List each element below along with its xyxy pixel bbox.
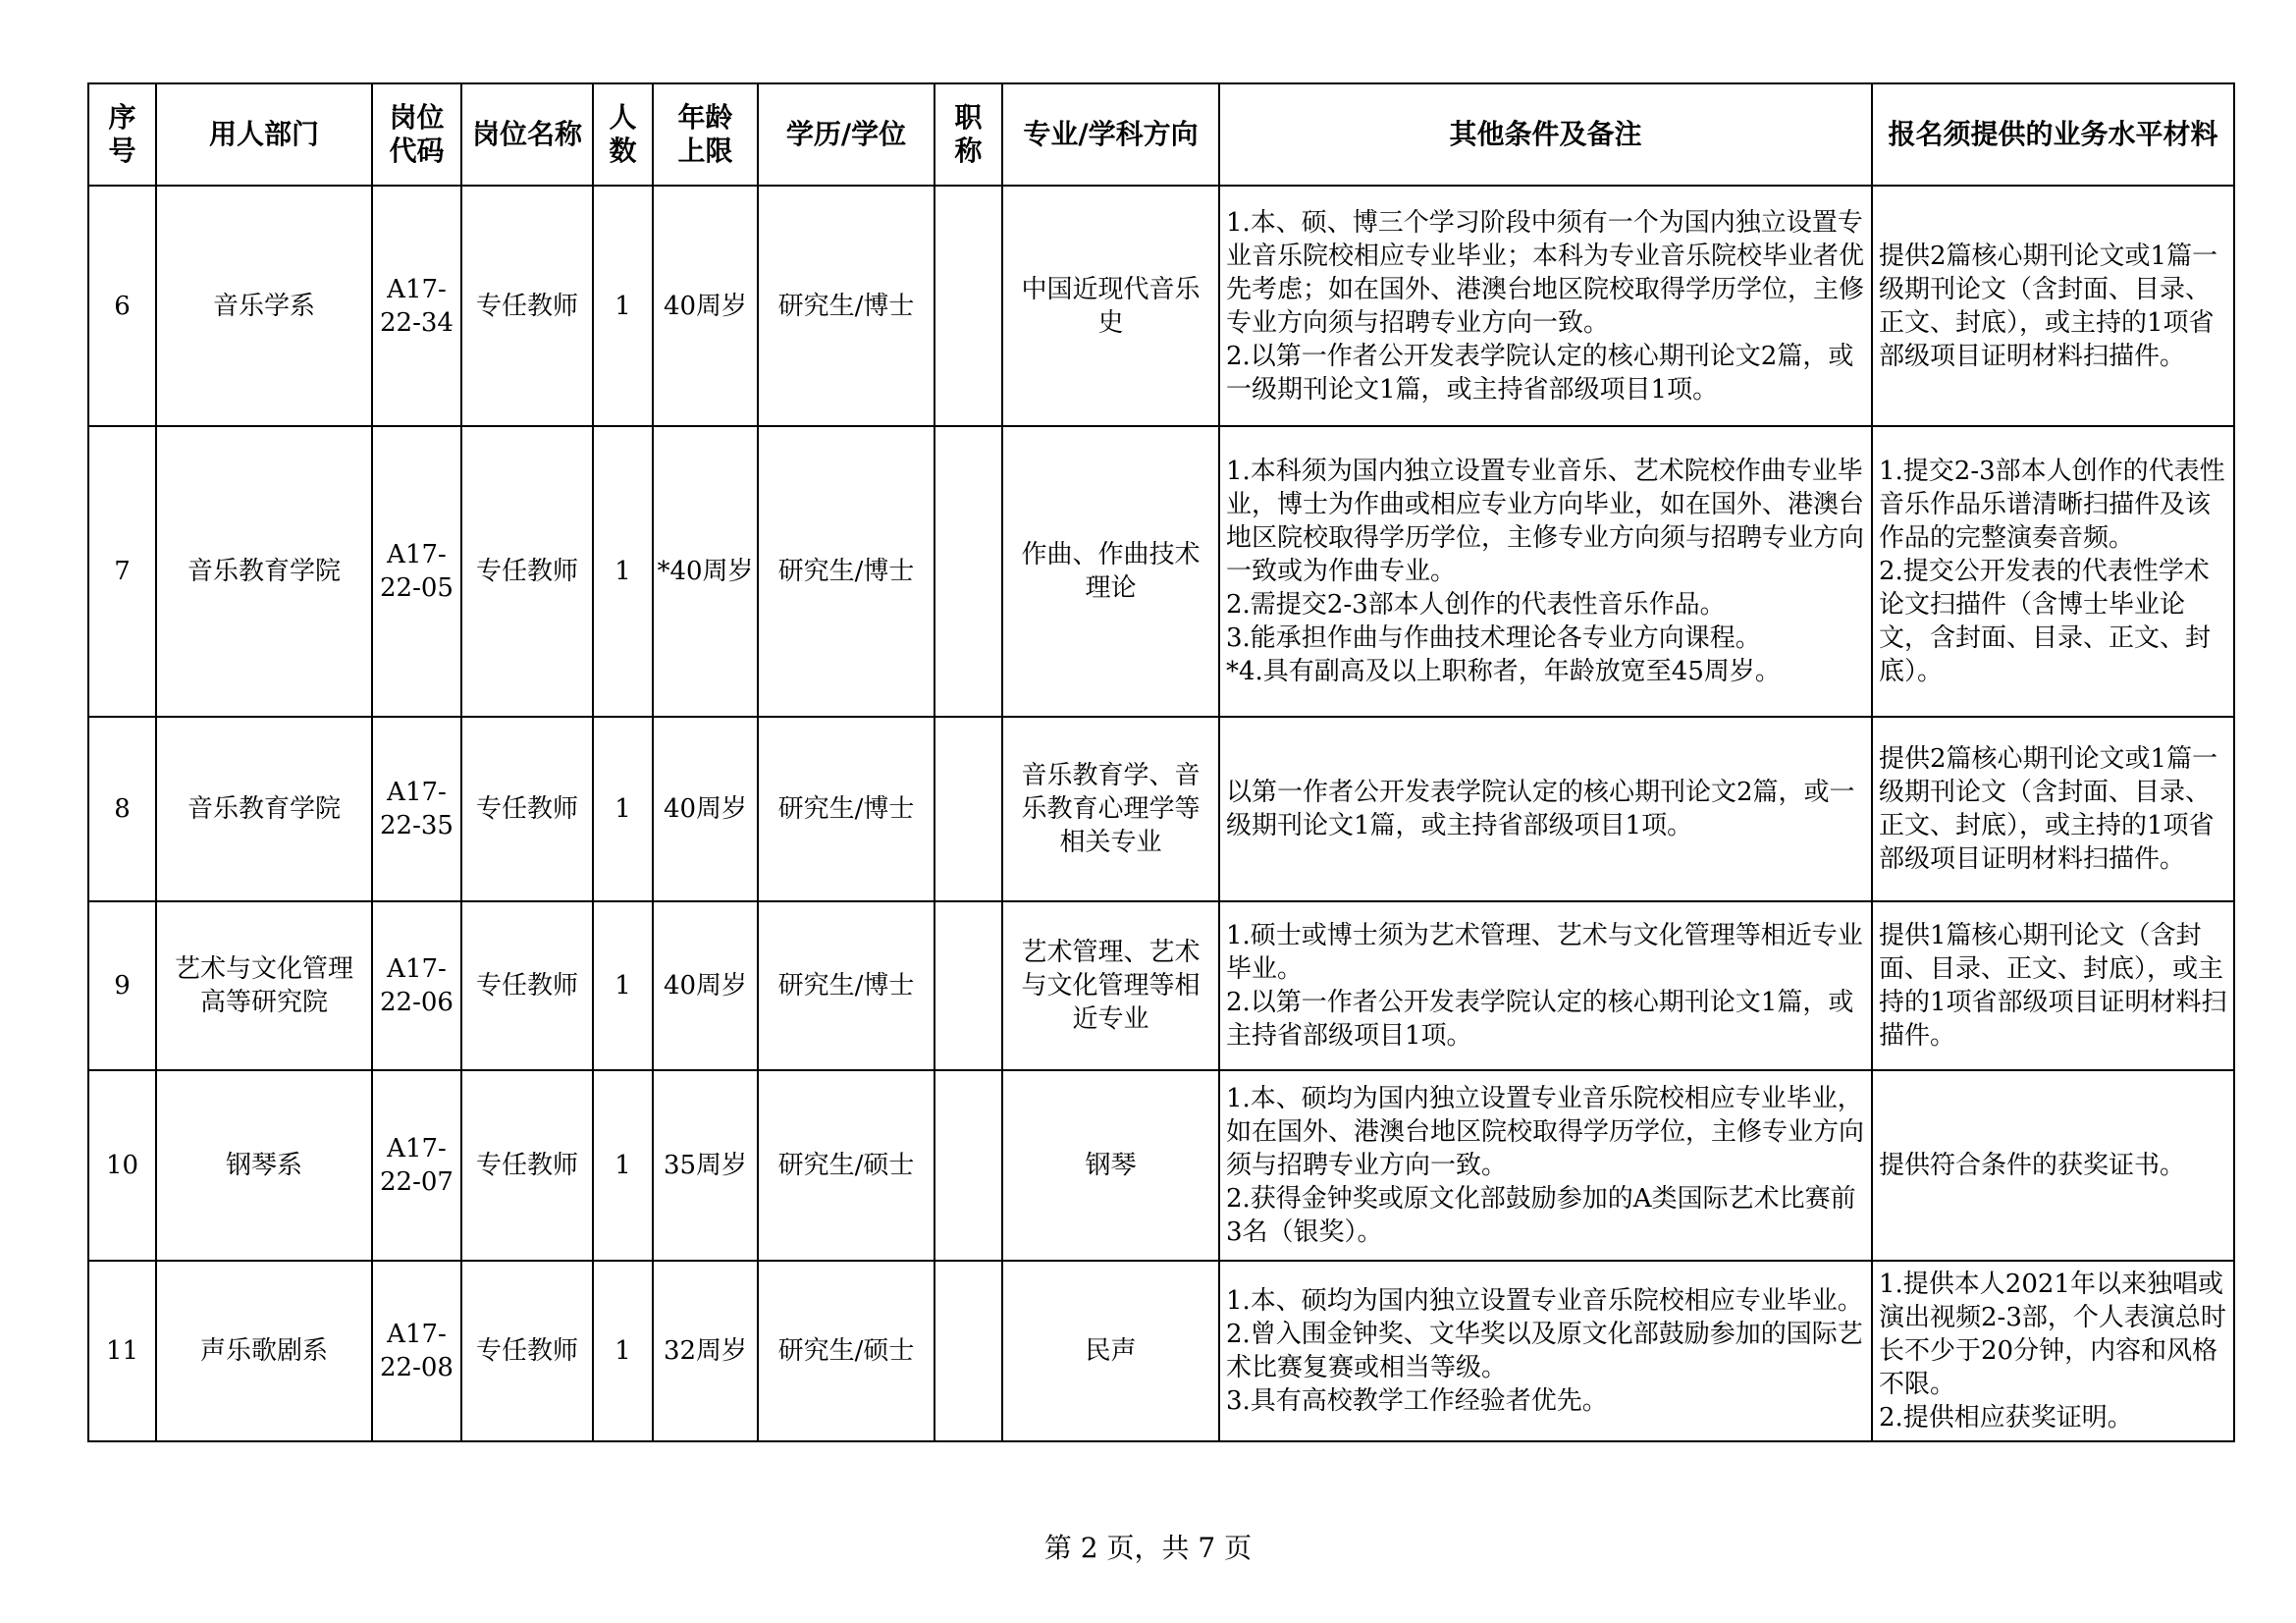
cell-age: 32周岁: [653, 1261, 758, 1441]
cell-remarks: 1.本、硕均为国内独立设置专业音乐院校相应专业毕业。 2.曾入围金钟奖、文华奖以及原文化部鼓励参加的国际艺术比赛复赛或相当等级。 3.具有高校教学工作经验者优先。: [1219, 1261, 1872, 1441]
header-title: 职称: [934, 83, 1002, 186]
cell-major: 钢琴: [1002, 1070, 1219, 1261]
table-header-row: [88, 83, 2234, 186]
cell-major: 音乐教育学、音乐教育心理学等相关专业: [1002, 717, 1219, 901]
cell-age: 40周岁: [653, 186, 758, 426]
header-count: 人数: [593, 83, 653, 186]
cell-title: [934, 717, 1002, 901]
cell-materials: 提供2篇核心期刊论文或1篇一级期刊论文（含封面、目录、正文、封底），或主持的1项省部级项目证明材料扫描件。: [1872, 717, 2234, 901]
cell-title: [934, 1261, 1002, 1441]
cell-post: 专任教师: [461, 901, 593, 1070]
header-major: 专业/学科方向: [1002, 83, 1219, 186]
cell-title: [934, 901, 1002, 1070]
cell-post: 专任教师: [461, 426, 593, 717]
table-row: [88, 1261, 2234, 1441]
cell-dept: 艺术与文化管理高等研究院: [156, 901, 372, 1070]
cell-code: A17- 22-05: [372, 426, 461, 717]
header-post: 岗位名称: [461, 83, 593, 186]
cell-seq: 7: [88, 426, 156, 717]
cell-post: 专任教师: [461, 1070, 593, 1261]
cell-edu: 研究生/博士: [758, 186, 934, 426]
cell-edu: 研究生/博士: [758, 901, 934, 1070]
cell-post: 专任教师: [461, 717, 593, 901]
cell-age: 40周岁: [653, 717, 758, 901]
header-seq: 序号: [88, 83, 156, 186]
cell-age: 35周岁: [653, 1070, 758, 1261]
cell-remarks: 以第一作者公开发表学院认定的核心期刊论文2篇，或一级期刊论文1篇，或主持省部级项目1项。: [1219, 717, 1872, 901]
cell-materials: 1.提交2-3部本人创作的代表性音乐作品乐谱清晰扫描件及该作品的完整演奏音频。 2.提交公开发表的代表性学术论文扫描件（含博士毕业论文，含封面、目录、正文、封底）。: [1872, 426, 2234, 717]
cell-major: 作曲、作曲技术理论: [1002, 426, 1219, 717]
cell-count: 1: [593, 186, 653, 426]
table-row: [88, 186, 2234, 426]
header-dept: 用人部门: [156, 83, 372, 186]
recruitment-table: [87, 82, 2235, 1442]
cell-dept: 音乐教育学院: [156, 717, 372, 901]
header-code: 岗位 代码: [372, 83, 461, 186]
header-age: 年龄 上限: [653, 83, 758, 186]
cell-materials: 1.提供本人2021年以来独唱或演出视频2-3部，个人表演总时长不少于20分钟，内容和风格不限。 2.提供相应获奖证明。: [1872, 1261, 2234, 1441]
header-edu: 学历/学位: [758, 83, 934, 186]
header-remarks: 其他条件及备注: [1219, 83, 1872, 186]
page-number-footer: 第 2 页，共 7 页: [1043, 1532, 1253, 1564]
cell-seq: 11: [88, 1261, 156, 1441]
cell-count: 1: [593, 1070, 653, 1261]
cell-age: 40周岁: [653, 901, 758, 1070]
cell-remarks: 1.本科须为国内独立设置专业音乐、艺术院校作曲专业毕业，博士为作曲或相应专业方向毕业，如在国外、港澳台地区院校取得学历学位，主修专业方向须与招聘专业方向一致或为作曲专业。 2.需提交2-3部本人创作的代表性音乐作品。 3.能承担作曲与作曲技术理论各专业方向课程。 *4.具有副高及以上职称者，年龄放宽至45周岁。: [1219, 426, 1872, 717]
cell-dept: 音乐学系: [156, 186, 372, 426]
cell-code: A17- 22-08: [372, 1261, 461, 1441]
cell-count: 1: [593, 426, 653, 717]
cell-code: A17- 22-35: [372, 717, 461, 901]
cell-major: 艺术管理、艺术与文化管理等相近专业: [1002, 901, 1219, 1070]
cell-materials: 提供符合条件的获奖证书。: [1872, 1070, 2234, 1261]
cell-dept: 音乐教育学院: [156, 426, 372, 717]
cell-count: 1: [593, 717, 653, 901]
cell-edu: 研究生/博士: [758, 426, 934, 717]
cell-code: A17- 22-07: [372, 1070, 461, 1261]
cell-title: [934, 426, 1002, 717]
cell-seq: 9: [88, 901, 156, 1070]
cell-code: A17- 22-06: [372, 901, 461, 1070]
cell-remarks: 1.本、硕均为国内独立设置专业音乐院校相应专业毕业，如在国外、港澳台地区院校取得学历学位，主修专业方向须与招聘专业方向一致。 2.获得金钟奖或原文化部鼓励参加的A类国际艺术比赛前3名（银奖）。: [1219, 1070, 1872, 1261]
cell-remarks: 1.本、硕、博三个学习阶段中须有一个为国内独立设置专业音乐院校相应专业毕业；本科为专业音乐院校毕业者优先考虑；如在国外、港澳台地区院校取得学历学位，主修专业方向须与招聘专业方向一致。 2.以第一作者公开发表学院认定的核心期刊论文2篇，或一级期刊论文1篇，或主持省部级项目1项。: [1219, 186, 1872, 426]
cell-materials: 提供2篇核心期刊论文或1篇一级期刊论文（含封面、目录、正文、封底），或主持的1项省部级项目证明材料扫描件。: [1872, 186, 2234, 426]
cell-seq: 6: [88, 186, 156, 426]
cell-edu: 研究生/博士: [758, 717, 934, 901]
cell-major: 中国近现代音乐史: [1002, 186, 1219, 426]
cell-dept: 钢琴系: [156, 1070, 372, 1261]
cell-materials: 提供1篇核心期刊论文（含封面、目录、正文、封底），或主持的1项省部级项目证明材料扫描件。: [1872, 901, 2234, 1070]
header-materials: 报名须提供的业务水平材料: [1872, 83, 2234, 186]
cell-dept: 声乐歌剧系: [156, 1261, 372, 1441]
cell-remarks: 1.硕士或博士须为艺术管理、艺术与文化管理等相近专业毕业。 2.以第一作者公开发表学院认定的核心期刊论文1篇，或主持省部级项目1项。: [1219, 901, 1872, 1070]
cell-age: *40周岁: [653, 426, 758, 717]
table-row: [88, 717, 2234, 901]
table-row: [88, 1070, 2234, 1261]
cell-seq: 10: [88, 1070, 156, 1261]
cell-edu: 研究生/硕士: [758, 1070, 934, 1261]
table-row: [88, 426, 2234, 717]
cell-edu: 研究生/硕士: [758, 1261, 934, 1441]
cell-post: 专任教师: [461, 1261, 593, 1441]
cell-major: 民声: [1002, 1261, 1219, 1441]
cell-post: 专任教师: [461, 186, 593, 426]
cell-code: A17- 22-34: [372, 186, 461, 426]
table-row: [88, 901, 2234, 1070]
cell-title: [934, 1070, 1002, 1261]
cell-seq: 8: [88, 717, 156, 901]
cell-title: [934, 186, 1002, 426]
cell-count: 1: [593, 901, 653, 1070]
cell-count: 1: [593, 1261, 653, 1441]
